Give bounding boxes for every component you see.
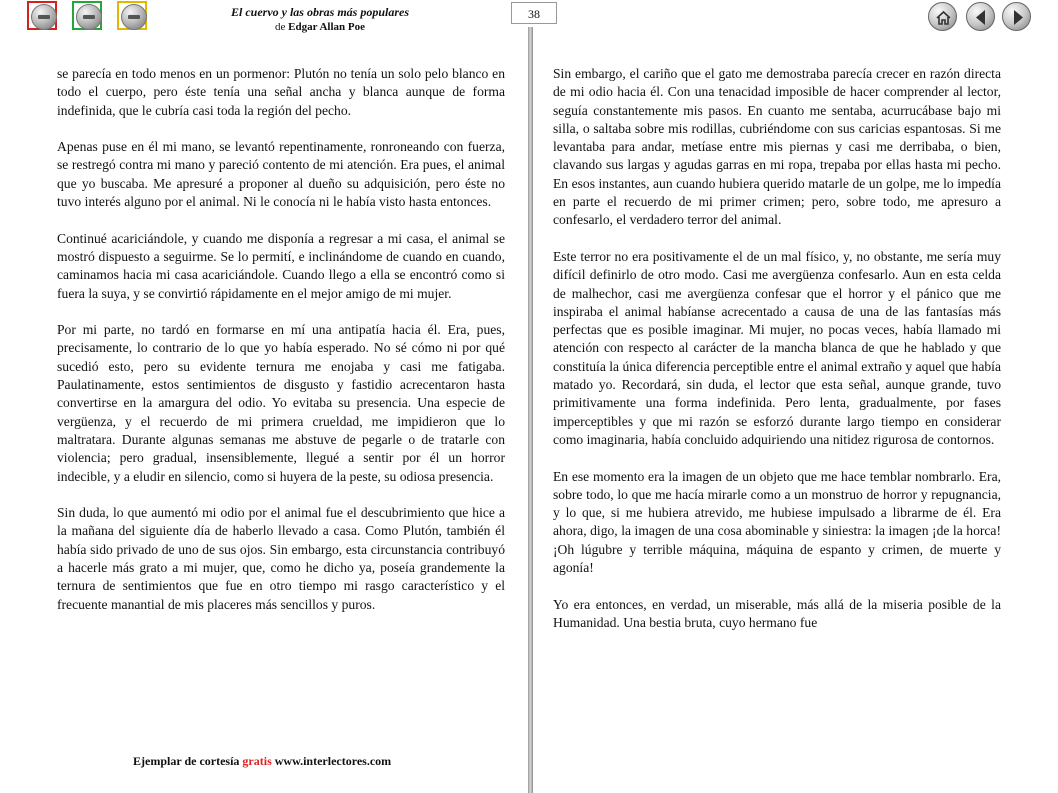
previous-page-icon <box>967 3 996 32</box>
minimize-red-button[interactable] <box>27 1 57 30</box>
right-text-column <box>553 65 1001 651</box>
book-title: El cuervo y las obras más populares <box>230 5 409 19</box>
next-page-icon <box>1003 3 1032 32</box>
minimize-yellow-button[interactable] <box>117 1 147 30</box>
book-author-line <box>200 20 440 35</box>
next-page-button[interactable] <box>1002 2 1031 31</box>
left-text-column <box>57 65 505 632</box>
paragraph: se parecía en todo menos en un pormenor: Plutón no tenía un solo pelo blanco en todo el cuerpo, pero éste tenía una señal ancha y blanca aunque de forma indefinida, que le cubría casi toda la región del pecho. <box>57 66 505 118</box>
paragraph: Este terror no era positivamente el de un mal físico, y, no obstante, me sería muy difícil definirlo de otro modo. Casi me avergüenza confesarlo. Aun en esta celda de malhechor, casi me avergüenza confesar que el horror y el pánico que me inspiraba el animal habíanse acrecentado a causa de una de las fantasías más perfectas que es posible imaginar. Mi mujer, no pocas veces, había llamado mi atención con respecto al carácter de la mancha blanca de que he hablado y que constituía la única diferencia perceptible entre el animal extraño y aquel que había matado yo. Recordará, sin duda, el lector que esta señal, aunque grande, tuvo primitivamente una forma indefinida. Pero lenta, gradualmente, por fases imperceptibles y que mi razón se esforzó durante largo tiempo en considerar como imaginaria, había concluido adquiriendo una nitidez rigurosa de contornos. <box>553 248 1001 447</box>
paragraph: Sin duda, lo que aumentó mi odio por el animal fue el descubrimiento que hice a la mañana del siguiente día de haberlo llevado a casa. Como Plutón, también él había sido privado de uno de sus ojos. Sin embargo, esta circunstancia contribuyó a hacerle más grato a mi mujer, que, como he dicho ya, poseía grandemente la ternura de sentimientos que fue en otro tiempo mi rasgo característico y el frecuente manantial de mis placeres más sencillos y puros. <box>57 505 505 612</box>
paragraph: Yo era entonces, en verdad, un miserable, más allá de la miseria posible de la Humanidad. Una bestia bruta, cuyo hermano fue <box>553 596 1001 630</box>
page-number: 38 <box>511 2 557 24</box>
paragraph: Sin embargo, el cariño que el gato me demostraba parecía crecer en razón directa de mi odio hacia él. Con una tenacidad imposible de hacer comprender al lector, seguía constantemente mis pasos. En cuanto me sentaba, acurrucábase bajo mi silla, o saltaba sobre mis rodillas, cubriéndome con sus caricias espantosas. Si me levantaba para andar, metíase entre mis piernas y casi me derribaba, o bien, clavando sus largas y agudas garras en mi ropa, trepaba por ellas hasta mi pecho. En esos instantes, aun cuando hubiera querido matarle de un golpe, me lo impedía en parte el recuerdo de mi primer crimen; pero, sobre todo, me apresuro a confesarlo, el verdadero terror del animal. <box>553 66 1001 228</box>
previous-page-button[interactable] <box>966 2 995 31</box>
footer-gratis: gratis <box>242 754 272 768</box>
page-divider <box>528 27 533 793</box>
footer <box>133 754 391 769</box>
book-title-block <box>200 5 440 35</box>
book-author: Edgar Allan Poe <box>288 21 365 33</box>
home-button[interactable] <box>928 2 957 31</box>
paragraph: Por mi parte, no tardó en formarse en mí una antipatía hacia él. Era, pues, precisamente, lo contrario de lo que yo había esperado. No sé cómo ni por qué sucedió esto, pero su evidente ternura me enojaba y casi me fatigaba. Paulatinamente, estos sentimientos de disgusto y fastidio acrecentaron hasta convertirse en la amargura del odio. Yo evitaba su presencia. Una especie de vergüenza, y el recuerdo de mi primera crueldad, me impidieron que lo maltratara. Durante algunas semanas me abstuve de pegarle o de tratarle con violencia; pero gradual, insensiblemente, llegué a sentir por él un horror indecible, y a eludir en silencio, como si huyera de la peste, su odiosa presencia. <box>57 322 505 484</box>
footer-url[interactable]: www.interlectores.com <box>274 754 392 768</box>
home-icon <box>929 3 958 32</box>
minimize-yellow-icon <box>121 4 147 30</box>
paragraph: Continué acariciándole, y cuando me disponía a regresar a mi casa, el animal se mostró dispuesto a seguirme. Se lo permití, e inclinándome de cuando en cuando, caminamos hacia mi casa acariciándole. Cuando llego a ella se encontró como si fuera la suya, y se convirtió rápidamente en el mejor amigo de mi mujer. <box>57 230 505 301</box>
paragraph: Apenas puse en él mi mano, se levantó repentinamente, ronroneando con fuerza, se restregó contra mi mano y pareció contento de mi atención. Era pues, el animal que yo buscaba. Me apresuré a proponer al dueño su adquisición, pero éste no tuvo interés alguno por el animal. Ni le conocía ni le había visto hasta entonces. <box>57 139 505 210</box>
minimize-red-icon <box>31 4 57 30</box>
paragraph: En ese momento era la imagen de un objeto que me hace temblar nombrarlo. Era, sobre todo, lo que me hacía mirarle como a un monstruo de horror y repugnancia, y lo que, si me hubiera atrevido, me hubiese impulsado a librarme de él. Era ahora, digo, la imagen de una cosa abominable y siniestra: la imagen ¡de la horca! ¡Oh lúgubre y terrible máquina, máquina de espanto y crimen, de muerte y agonía! <box>553 468 1001 576</box>
minimize-green-icon <box>76 4 102 30</box>
minimize-green-button[interactable] <box>72 1 102 30</box>
footer-prefix: Ejemplar de cortesía <box>133 754 240 768</box>
author-prefix: de <box>275 21 286 33</box>
